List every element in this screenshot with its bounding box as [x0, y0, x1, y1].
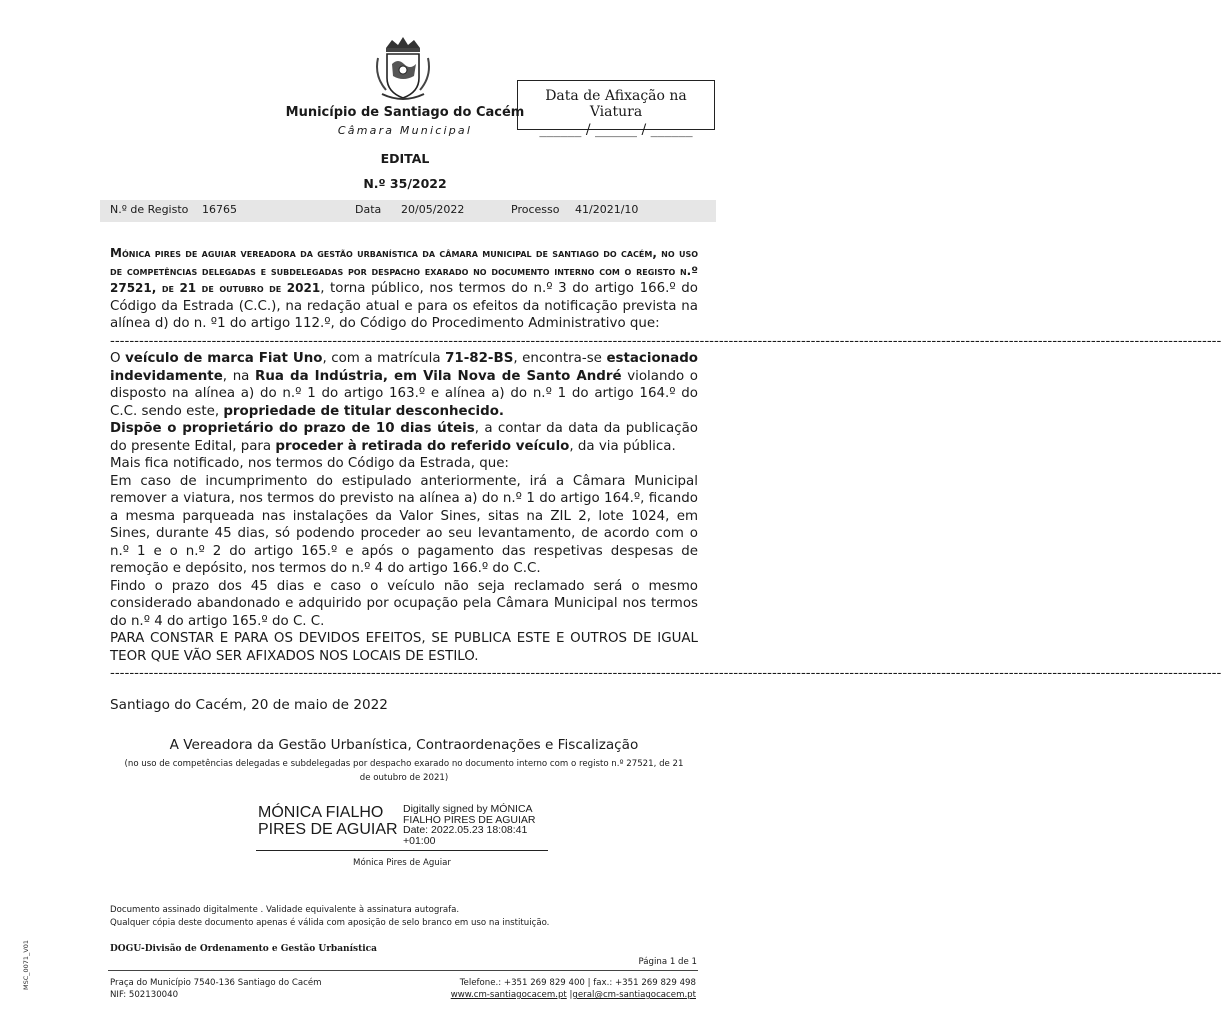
phone-line: Telefone.: +351 269 829 400 | fax.: +351 269 829 498: [459, 978, 696, 988]
text-span: O: [110, 351, 126, 366]
division-name: DOGU-Divisão de Ordenamento e Gestão Urbanística: [110, 944, 377, 954]
municipal-coat-of-arms-icon: [372, 34, 434, 104]
license-plate: 71-82-BS: [445, 351, 514, 366]
text-span: , da via pública.: [569, 438, 676, 454]
registry-value: 16765: [202, 203, 237, 216]
separator: |: [566, 990, 573, 1000]
legal-line: Documento assinado digitalmente . Validade equivalente à assinatura autografa.: [110, 905, 460, 915]
document-title: EDITAL: [380, 151, 430, 166]
paragraph-abandon: Findo o prazo dos 45 dias e caso o veículo não seja reclamado será o mesmo considerado abandonado e adquirido por ocupação pela Câmara Municipal nos termos do n.º 4 do artigo 165.º do C. C.: [110, 578, 698, 629]
paragraph-vehicle: [110, 350, 698, 420]
legal-notice: [110, 904, 549, 930]
text-span: , encontra-se: [513, 351, 607, 366]
signature-name-line: MÓNICA FIALHO: [258, 804, 384, 821]
signature-name-line: PIRES DE AGUIAR: [258, 821, 398, 838]
process-value: 41/2021/10: [575, 203, 639, 216]
status-text: estacionado indevidamente: [110, 351, 699, 384]
signature-rule: [256, 850, 548, 851]
text-span: , com a matrícula: [322, 351, 446, 366]
edital-body: [110, 245, 1221, 683]
date-label: Data: [355, 203, 382, 216]
paragraph-deadline: [110, 420, 698, 455]
digital-signature-line: +01:00: [403, 834, 436, 847]
registry-bar: [100, 200, 716, 222]
intro-rest: , torna público, nos termos do n.º 3 do artigo 166.º do Código da Estrada (C.C.), na redação atual e para os efeitos da notificação prevista na alínea d) do n. º1 do artigo 112.º, do Código do Procedimento Administrativo que:: [110, 281, 698, 331]
municipality-name: Município de Santiago do Cacém: [285, 105, 525, 120]
location-text: Rua da Indústria, em Vila Nova de Santo André: [255, 368, 622, 384]
delegation-note: (no uso de competências delegadas e subdelegadas por despacho exarado no documento interno com o registo n.º 27521, de 21 de outubro de 2021): [124, 759, 684, 783]
paragraph-closing: PARA CONSTAR E PARA OS DEVIDOS EFEITOS, SE PUBLICA ESTE E OUTROS DE IGUAL TEOR QUE VÃO SER AFIXADOS NOS LOCAIS DE ESTILO.: [110, 631, 698, 664]
paragraph-intro: [110, 245, 698, 333]
website-link[interactable]: www.cm-santiagocacem.pt: [450, 990, 567, 1000]
footer-address: [110, 977, 321, 1001]
web-email-line: [432, 989, 696, 1001]
paragraph-notice: Mais fica notificado, nos termos do Código da Estrada, que:: [110, 456, 509, 471]
action-text: proceder à retirada do referido veículo: [275, 438, 570, 454]
digital-signature-line: FIALHO PIRES DE AGUIAR: [403, 813, 536, 826]
footer-rule: [108, 970, 698, 971]
document-number: N.º 35/2022: [363, 176, 447, 191]
paragraph-removal: Em caso de incumprimento do estipulado anteriormente, irá a Câmara Municipal remover a viatura, nos termos do previsto na alínea a) do n.º 1 do artigo 164.º, ficando a mesma parqueada nas instalações da Valor Sines, sitas na ZIL 2, lote 1024, em Sines, durante 45 dias, só podendo proceder ao seu levantamento, de acordo com o n.º 1 e o n.º 2 do artigo 165.º e após o pagamento das respetivas despesas de remoção e depósito, nos termos do n.º 4 do artigo 166.º do C.C.: [110, 473, 698, 576]
affixation-date-blank: ______ / ______ / ______: [539, 122, 693, 138]
text-span: violando o disposto na alínea a) do n.º 1 do artigo 163.º e alínea a) do n.º 1 do artigo 164.º do C.C. sendo este,: [110, 368, 698, 419]
place-date: Santiago do Cacém, 20 de maio de 2022: [110, 697, 388, 713]
address-line: Praça do Município 7540-136 Santiago do Cacém: [110, 978, 322, 988]
signer-role: A Vereadora da Gestão Urbanística, Contraordenações e Fiscalização: [169, 737, 639, 753]
email-link[interactable]: geral@cm-santiagocacem.pt: [572, 990, 696, 1000]
text-span: , a contar da data da publicação do presente Edital, para: [110, 421, 698, 454]
dash-line: --------------------------------------------------------------------------------------------------------------------------------------------------------------------------------------------------------------------------------------: [110, 333, 1221, 349]
legal-line: Qualquer cópia deste documento apenas é válida com aposição de selo branco em uso na instituição.: [110, 918, 550, 928]
page-number: Página 1 de 1: [638, 957, 697, 967]
digital-signature-info: [403, 804, 535, 846]
document-code: MSC_0071_V01: [22, 939, 30, 990]
digital-signature-line: Date: 2022.05.23 18:08:41: [403, 824, 528, 836]
nif-line: NIF: 502130040: [110, 990, 179, 1000]
text-span: , na: [222, 368, 256, 384]
ownership-text: propriedade de titular desconhecido.: [223, 403, 505, 419]
process-label: Processo: [511, 203, 560, 216]
signature-name: [258, 804, 398, 838]
digital-signature-line: Digitally signed by MÓNICA: [403, 803, 533, 815]
vehicle-make: veículo de marca Fiat Uno: [125, 351, 323, 366]
footer-contacts: [432, 977, 696, 1001]
chamber-name: Câmara Municipal: [337, 124, 473, 137]
intro-smallcaps: Mónica pires de aguiar vereadora da gestão urbanística da câmara municipal de santiago do cacém, no uso de competências delegadas e subdelegadas por despacho exarado no documento interno com o registo n.º 27521, de 21 de outubro de 2021: [110, 246, 698, 295]
printed-signer-name: Mónica Pires de Aguiar: [353, 858, 451, 868]
date-value: 20/05/2022: [401, 203, 465, 216]
affixation-date-title: Data de Afixação na Viatura: [545, 88, 687, 120]
dash-line: --------------------------------------------------------------------------------------------------------------------------------------------------------------------------------------------------------------------------------------: [110, 666, 1221, 681]
deadline-text: Dispõe o proprietário do prazo de 10 dias úteis: [110, 421, 475, 436]
registry-label: N.º de Registo: [110, 203, 189, 216]
